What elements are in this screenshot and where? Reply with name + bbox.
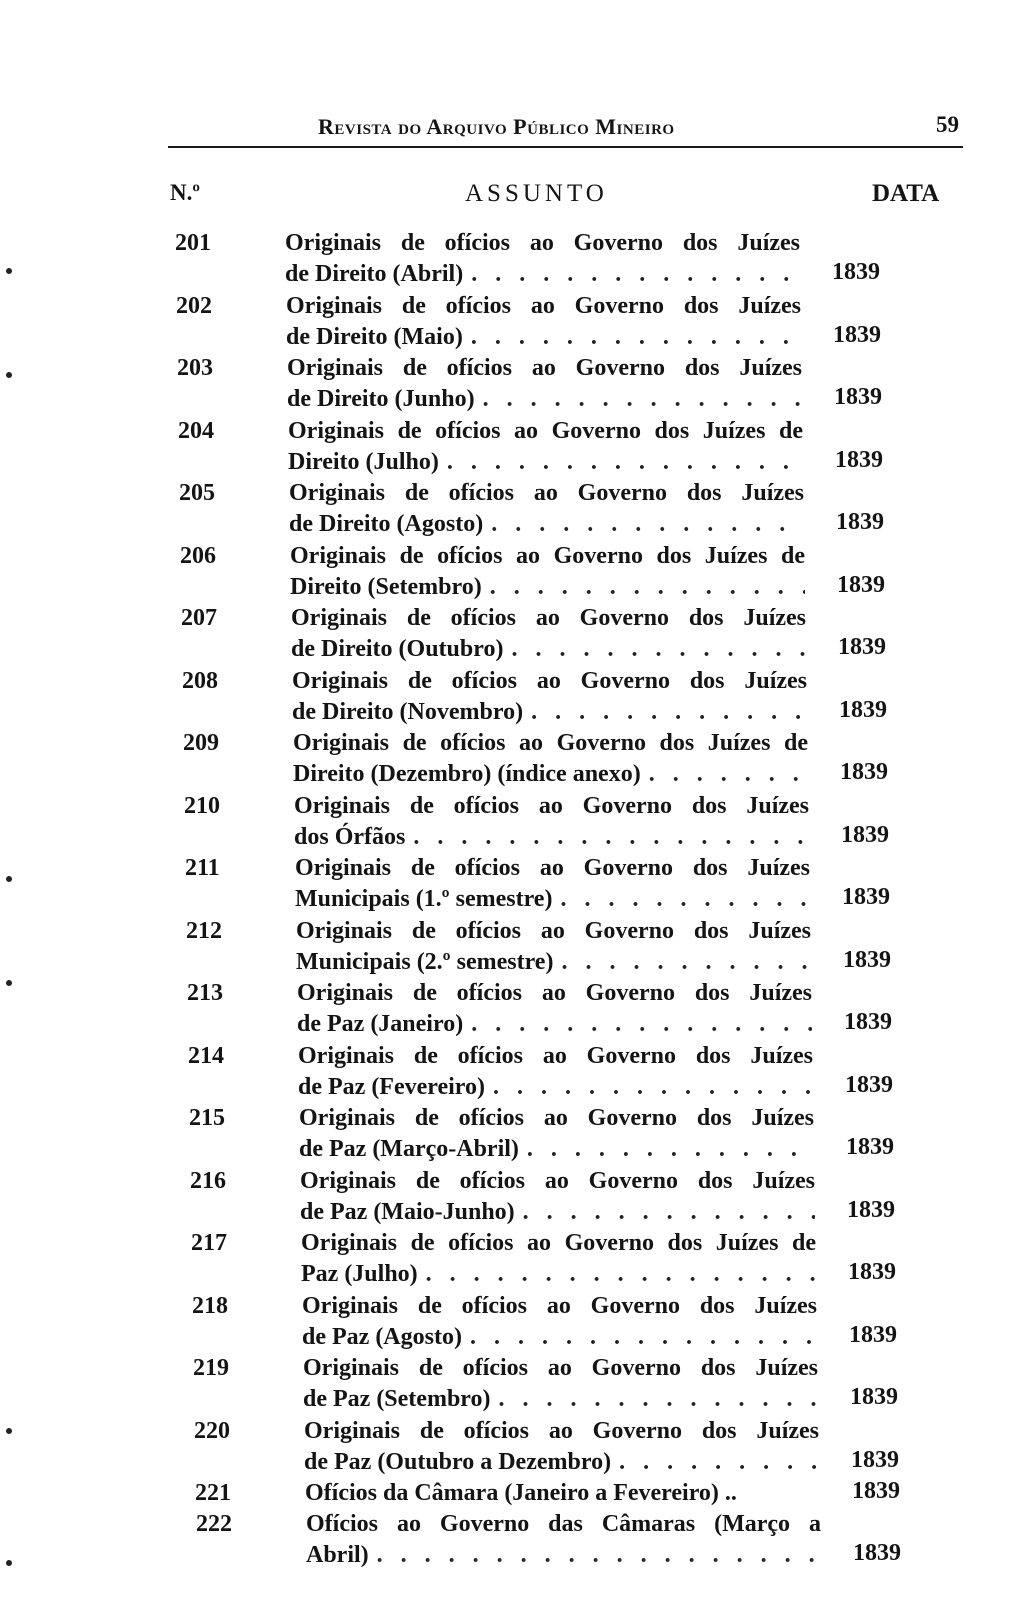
entry-subject [290,541,805,603]
entry-subject-line: Originais de ofícios ao Governo dos Juízes [299,1105,814,1131]
entry-subject [298,1041,813,1103]
entry-number: 207 [181,605,217,631]
entry-date: 1839 [853,1540,901,1566]
entry-subject-line: Originais de ofícios ao Governo dos Juízes de [301,1230,816,1256]
entry-subject-continuation [299,1134,814,1165]
dot-leader [447,447,803,478]
entry-subject [285,228,800,290]
entry-date: 1839 [851,1446,899,1473]
entry-subject [301,1228,816,1290]
entry-subject-line: de Direito (Outubro) [291,636,504,662]
entry-number: 212 [186,917,222,944]
table-row [0,1103,1031,1166]
entry-number: 214 [188,1042,224,1069]
entry-number: 201 [175,230,211,256]
table-row [0,1416,1031,1479]
margin-speck [6,268,12,274]
table-row [0,916,1031,979]
entry-subject-line: Originais de ofícios ao Governo dos Juízes de [290,542,805,569]
entry-number: 213 [187,980,223,1006]
table-row [0,1291,1031,1354]
entry-number: 208 [182,667,218,694]
entry-subject-continuation [287,384,802,415]
entry-subject [294,791,809,853]
entry-subject-line: Direito (Dezembro) (índice anexo) [293,761,641,787]
dot-leader [511,634,806,665]
entry-number: 222 [196,1511,232,1537]
entry-number: 215 [189,1105,225,1131]
running-header [168,110,963,148]
entry-date: 1839 [842,884,890,910]
entry-date: 1839 [843,946,891,973]
entry-subject-line: Originais de ofícios ao Governo dos Juízes [287,355,802,381]
entry-date: 1839 [838,634,886,660]
entry-subject-line: Originais de ofícios ao Governo dos Juízes [291,605,806,631]
margin-speck [6,1560,12,1566]
entry-date: 1839 [832,259,880,285]
entry-subject-line: de Direito (Abril) [285,261,464,287]
entry-subject-line: de Paz (Agosto) [302,1323,462,1350]
entry-subject-continuation [286,322,801,353]
margin-speck [6,980,12,986]
entry-date: 1839 [841,821,889,848]
entry-subject-line: Ofícios da Câmara (Janeiro a Fevereiro) .. [305,1480,737,1506]
entry-date: 1839 [845,1071,893,1098]
entry-subject [292,666,807,728]
entry-date: 1839 [835,446,883,473]
entry-number: 216 [190,1167,226,1194]
entry-date: 1839 [840,759,888,785]
entry-subject-line: Paz (Julho) [301,1261,418,1287]
entry-subject-continuation [289,509,804,540]
entry-subject [300,1166,815,1228]
entry-subject-continuation [285,259,800,290]
table-row [0,416,1031,479]
entry-subject-continuation [297,1009,812,1040]
entry-subject-continuation [296,947,811,978]
entry-subject-continuation [288,447,803,478]
entry-subject-line: Direito (Julho) [288,448,439,475]
entry-date: 1839 [834,384,882,410]
entry-number: 209 [183,730,219,756]
entry-subject [289,478,804,540]
dot-leader [523,1197,815,1228]
entry-subject-line: Originais de ofícios ao Governo dos Juízes [294,792,809,819]
entry-subject-line: Ofícios ao Governo das Câmaras (Março a [306,1511,821,1537]
entry-date: 1839 [839,696,887,723]
entry-subject-line: de Direito (Junho) [287,386,475,412]
column-header-date: DATA [872,180,940,207]
entry-date: 1839 [852,1478,900,1504]
entry-date: 1839 [847,1196,895,1223]
column-header-subject: ASSUNTO [465,180,608,207]
dot-leader [377,1540,821,1571]
table-row [0,1353,1031,1416]
entry-subject [302,1291,817,1353]
entry-subject-continuation [294,822,809,853]
entry-subject [303,1353,818,1415]
entry-number: 206 [180,542,216,569]
entry-subject-continuation [304,1447,819,1478]
table-row [0,978,1031,1041]
entry-date: 1839 [836,509,884,535]
table-row [0,603,1031,666]
table-row [0,1228,1031,1291]
entry-subject-line: Originais de ofícios ao Governo dos Juízes [300,1167,815,1194]
dot-leader [531,697,807,728]
entry-subject-line: de Paz (Fevereiro) [298,1073,486,1100]
entry-subject-line: Municipais (1.º semestre) [295,886,553,912]
entry-date: 1839 [833,321,881,348]
entry-subject-line: Originais de ofícios ao Governo dos Juízes de [293,730,808,756]
dot-leader [426,1259,816,1290]
entry-subject-continuation [300,1197,815,1228]
entry-number: 210 [184,792,220,819]
entry-subject-line: Originais de ofícios ao Governo dos Juízes de [288,417,803,444]
table-row [0,1166,1031,1229]
dot-leader [499,1384,819,1415]
entry-subject [286,291,801,353]
entry-date: 1839 [844,1009,892,1035]
dot-leader [649,759,808,790]
entry-subject-line: Originais de ofícios ao Governo dos Juízes [297,980,812,1006]
table-row [0,1509,1031,1572]
dot-leader [413,822,809,853]
table-row [0,228,1031,291]
margin-speck [6,372,12,378]
entry-subject-line: de Paz (Março-Abril) [299,1136,519,1162]
entry-number: 205 [179,480,215,506]
entry-subject-continuation [295,884,810,915]
entry-number: 221 [195,1480,231,1506]
journal-title: Revista do Arquivo Público Mineiro [318,114,675,139]
entry-subject [288,416,803,478]
entry-subject-line: Direito (Setembro) [290,573,482,600]
entry-subject-line: dos Órfãos [294,823,406,850]
dot-leader [493,1072,813,1103]
dot-leader [471,1009,812,1040]
dot-leader [561,947,811,978]
entry-subject [287,353,802,415]
entry-subject-line: de Paz (Outubro a Dezembro) [304,1448,612,1475]
entry-subject-line: Originais de ofícios ao Governo dos Juízes [289,480,804,506]
entry-subject-line: Originais de ofícios ao Governo dos Juízes [304,1417,819,1444]
table-row [0,478,1031,541]
entry-number: 211 [185,855,220,881]
entry-subject [304,1416,819,1478]
table-row [0,666,1031,729]
dot-leader [527,1134,814,1165]
dot-leader [471,259,800,290]
entry-date: 1839 [846,1134,894,1160]
margin-speck [6,1428,12,1434]
entry-subject [295,853,810,915]
entry-number: 217 [191,1230,227,1256]
table-row [0,1041,1031,1104]
entry-subject [291,603,806,665]
entry-subject-line: Originais de ofícios ao Governo dos Juízes [295,855,810,881]
entry-subject-continuation [298,1072,813,1103]
entry-number: 204 [178,417,214,444]
entries-list [0,228,1031,1572]
entry-subject-continuation [302,1322,817,1353]
entry-subject-line: de Paz (Setembro) [303,1386,491,1412]
table-row [0,353,1031,416]
entry-subject [305,1478,820,1509]
entry-subject-continuation [301,1259,816,1290]
entry-subject-line: Originais de ofícios ao Governo dos Juízes [298,1042,813,1069]
entry-subject-continuation [303,1384,818,1415]
entry-subject-continuation [290,572,805,603]
dot-leader [560,884,810,915]
entry-subject-line: de Direito (Agosto) [289,511,484,537]
entry-subject-line: Originais de ofícios ao Governo dos Juízes [285,230,800,256]
entry-subject-continuation [306,1540,821,1571]
entry-subject-line: de Direito (Maio) [286,323,463,350]
entry-subject-line: de Direito (Novembro) [292,698,524,725]
table-row [0,791,1031,854]
entry-subject [306,1509,821,1571]
entry-subject [297,978,812,1040]
entry-number: 218 [192,1292,228,1319]
table-row [0,1478,1031,1509]
entry-date: 1839 [850,1384,898,1410]
entry-subject-line: Municipais (2.º semestre) [296,948,554,975]
entry-subject-line: Abril) [306,1542,369,1568]
entry-subject [293,728,808,790]
entry-subject-line: Originais de ofícios ao Governo dos Juízes [286,292,801,319]
dot-leader [490,572,805,603]
dot-leader [470,1322,817,1353]
entry-subject-line: de Paz (Maio-Junho) [300,1198,515,1225]
entry-subject-continuation [292,697,807,728]
table-row [0,728,1031,791]
table-row [0,291,1031,354]
page-number: 59 [936,112,959,137]
entry-subject [299,1103,814,1165]
entry-date: 1839 [849,1321,897,1348]
entry-subject-continuation [291,634,806,665]
dot-leader [619,1447,819,1478]
entry-subject-line: Originais de ofícios ao Governo dos Juízes [302,1292,817,1319]
entry-date: 1839 [848,1259,896,1285]
table-row [0,853,1031,916]
entry-number: 203 [177,355,213,381]
entry-date: 1839 [837,571,885,598]
entry-number: 202 [176,292,212,319]
table-row [0,541,1031,604]
entry-subject-continuation [293,759,808,790]
entry-subject-line: de Paz (Janeiro) [297,1011,464,1037]
dot-leader [483,384,802,415]
entry-number: 220 [194,1417,230,1444]
entry-subject [296,916,811,978]
dot-leader [491,509,804,540]
dot-leader [471,322,801,353]
entry-number: 219 [193,1355,229,1381]
entry-subject-line: Originais de ofícios ao Governo dos Juízes [296,917,811,944]
column-header-number: N.º [170,180,200,205]
margin-speck [6,876,12,882]
entry-subject-line: Originais de ofícios ao Governo dos Juízes [303,1355,818,1381]
entry-subject-line: Originais de ofícios ao Governo dos Juízes [292,667,807,694]
